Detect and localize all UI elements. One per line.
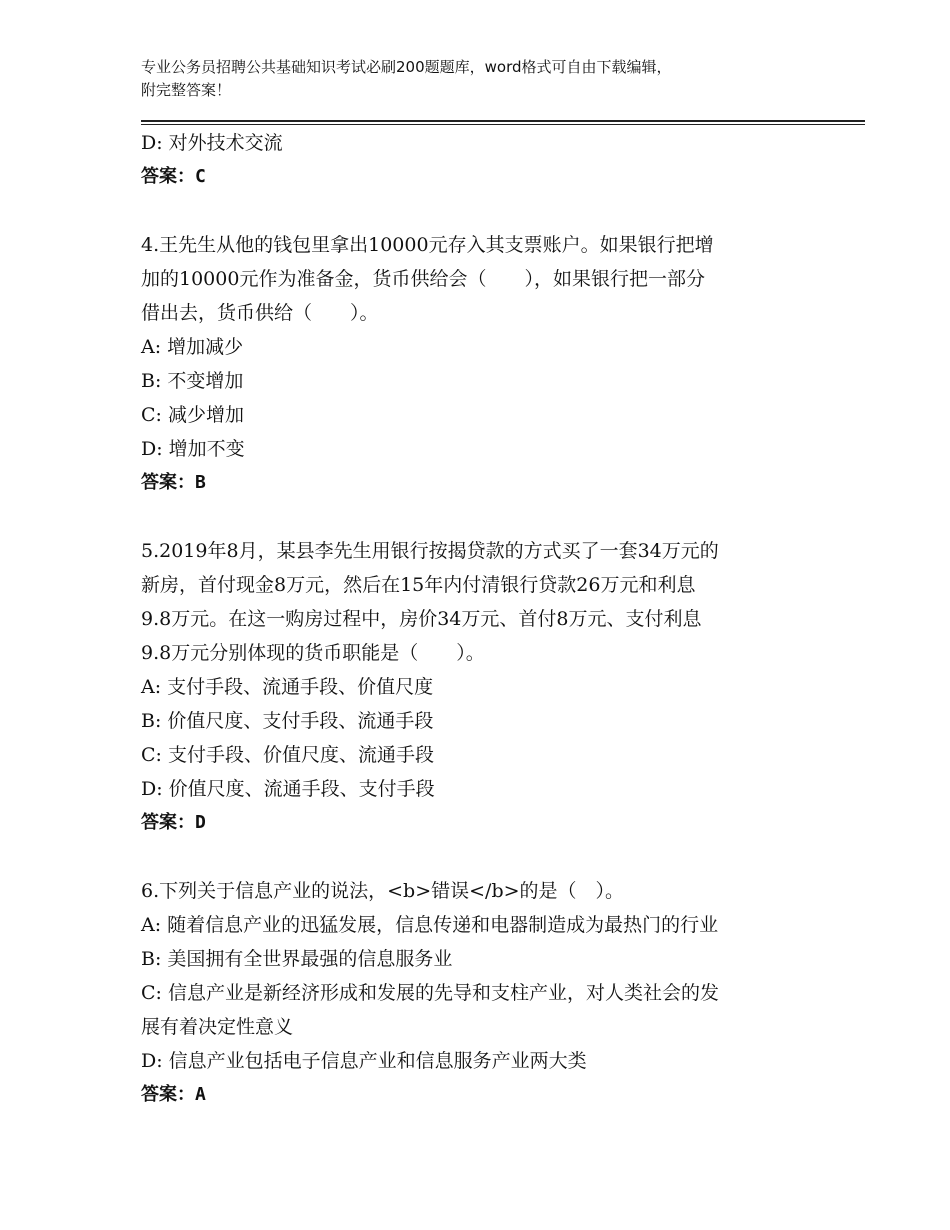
option-b: B: 不变增加 [141,370,244,392]
answer-line [141,466,821,500]
question-5 [141,534,821,840]
document-body [141,126,821,1112]
option-d: D: 增加不变 [141,438,245,460]
question-text-line: 6.下列关于信息产业的说法，<b>错误</b>的是（ ）。 [141,880,625,902]
answer-value: A [195,1084,206,1105]
answer-line [141,1078,821,1112]
option-b: B: 价值尺度、支付手段、流通手段 [141,710,434,732]
option-b: B: 美国拥有全世界最强的信息服务业 [141,948,453,970]
answer-value: D [195,812,206,833]
header-divider-thick [141,120,865,122]
answer-label: 答案： [141,472,195,493]
header-divider-thin [141,124,865,125]
option-c: C: 支付手段、价值尺度、流通手段 [141,744,434,766]
answer-label: 答案： [141,812,195,833]
header-title-line-1: 专业公务员招聘公共基础知识考试必刷200题题库，word格式可自由下载编辑， [141,58,672,76]
answer-label: 答案： [141,166,195,187]
option-c: C: 信息产业是新经济形成和发展的先导和支柱产业，对人类社会的发 展有着决定性意义 [141,982,719,1038]
question-4 [141,228,821,500]
answer-label: 答案： [141,1084,195,1105]
question-text-line: 4.王先生从他的钱包里拿出10000元存入其支票账户。如果银行把增 [141,234,714,256]
question-text-line: 借出去，货币供给（ ）。 [141,302,379,324]
option-d: D: 价值尺度、流通手段、支付手段 [141,778,435,800]
question-text-line: 9.8万元。在这一购房过程中，房价34万元、首付8万元、支付利息 [141,608,702,630]
question-text-line: 5.2019年8月，某县李先生用银行按揭贷款的方式买了一套34万元的 [141,540,719,562]
answer-line [141,160,821,194]
answer-value: B [195,472,206,493]
option-c: C: 减少增加 [141,404,244,426]
question-text-line: 9.8万元分别体现的货币职能是（ ）。 [141,642,485,664]
question-text-line: 加的10000元作为准备金，货币供给会（ ），如果银行把一部分 [141,268,705,290]
option-a: A: 随着信息产业的迅猛发展，信息传递和电器制造成为最热门的行业 [141,914,719,936]
option-a: A: 支付手段、流通手段、价值尺度 [141,676,434,698]
option-d: D: 对外技术交流 [141,132,283,154]
question-3-tail [141,126,821,194]
question-text-line: 新房，首付现金8万元，然后在15年内付清银行贷款26万元和利息 [141,574,696,596]
page-header [141,56,821,102]
answer-value: C [195,166,206,187]
option-d: D: 信息产业包括电子信息产业和信息服务产业两大类 [141,1050,587,1072]
option-a: A: 增加减少 [141,336,244,358]
answer-line [141,806,821,840]
question-6 [141,874,821,1112]
header-title-line-2: 附完整答案！ [141,81,232,99]
